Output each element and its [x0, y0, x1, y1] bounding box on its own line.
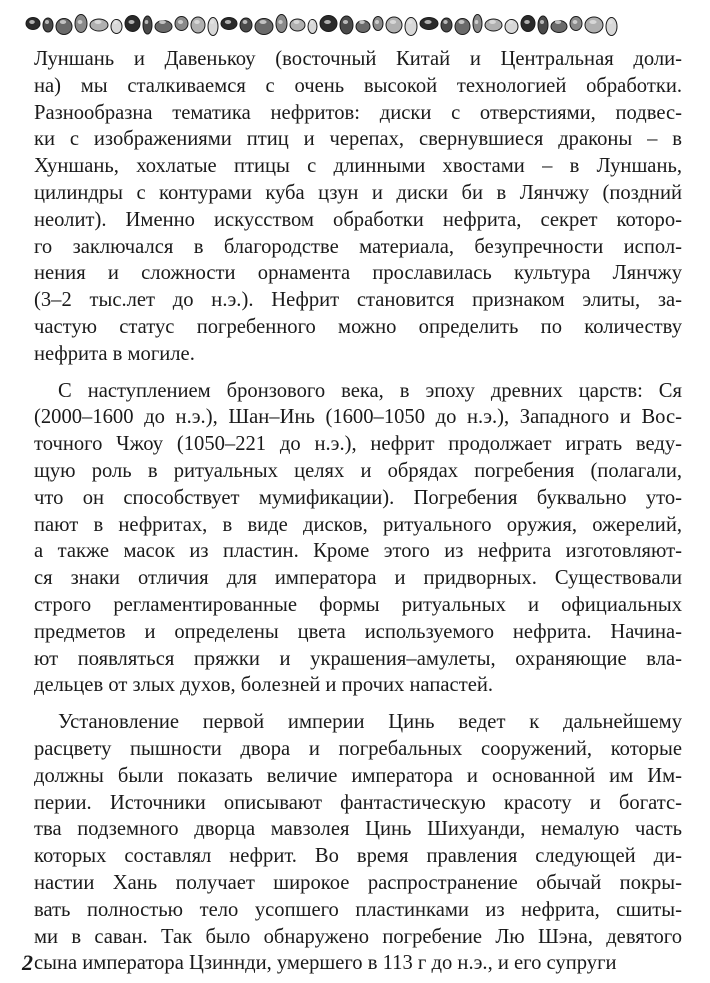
text-line: дельцев от злых духов, болезней и прочих напастей. — [34, 674, 494, 697]
text-line: перии. Источники описывают фантастическую красоту и богатс- — [34, 791, 682, 814]
text-line: (2000–1600 до н.э.), Шан–Инь (1600–1050 до н.э.), Западного и Вос- — [34, 406, 682, 429]
text-line: неолит). Именно искусством обработки нефрита, секрет которо- — [34, 208, 682, 231]
bead-highlight — [524, 20, 530, 24]
bead-highlight — [294, 20, 300, 24]
bead-shape — [441, 18, 452, 32]
bead-highlight — [129, 20, 135, 24]
bead-highlight — [489, 20, 496, 24]
text-line: нения и сложности орнамента прославилась культура Лянчжу — [34, 262, 682, 285]
bead-shape — [43, 18, 53, 32]
page-number: 2 — [22, 950, 33, 975]
bead-highlight — [589, 20, 596, 24]
bead-highlight — [443, 20, 447, 24]
bead-highlight — [375, 20, 379, 24]
bead-shape — [585, 17, 603, 33]
text-line: Установление первой империи Цинь ведет к дальнейшему — [58, 711, 682, 734]
bead-highlight — [178, 20, 183, 24]
bead-highlight — [390, 20, 396, 24]
bead-highlight — [259, 20, 266, 24]
bead-highlight — [78, 20, 83, 24]
text-line: которых составлял нефрит. Во время правления следующей ди- — [34, 845, 682, 868]
bead-highlight — [573, 20, 578, 24]
text-line: расцвету пышности двора и погребальных сооружений, которые — [34, 737, 682, 760]
bead-highlight — [555, 20, 561, 24]
bead-border-ornament-icon — [22, 10, 622, 40]
bead-shape — [340, 16, 353, 34]
bead-highlight — [343, 20, 348, 24]
text-line: настии Хань получает широкое распространение обычай покры- — [34, 871, 682, 894]
text-line: ся знаки отличия для императора и придворных. Существовали — [34, 567, 682, 590]
bead-highlight — [310, 20, 314, 24]
bead-highlight — [475, 20, 479, 24]
bead-shape — [208, 18, 218, 36]
text-line: ми в саван. Так было обнаружено погребение Лю Шэна, девятого — [34, 925, 682, 948]
bead-shape — [240, 18, 252, 32]
bead-shape — [386, 17, 402, 33]
bead-highlight — [359, 20, 365, 24]
text-line: пают в нефритах, в виде дисков, ритуального оружия, ожерелий, — [34, 513, 682, 536]
text-line: ют появляться пряжки и украшения–амулеты, охраняющие вла- — [34, 647, 682, 670]
paragraph-1 — [34, 46, 682, 368]
bead-highlight — [113, 20, 117, 24]
text-line: нефрита в могиле. — [34, 342, 195, 365]
text-line: что он способствует мумификации). Погребения буквально уто- — [34, 486, 682, 509]
bead-shape — [606, 18, 617, 36]
text-line: а также масок из пластин. Кроме этого из нефрита изготовляют- — [34, 540, 682, 563]
bead-highlight — [210, 20, 214, 24]
bead-shape — [143, 16, 152, 34]
bead-shape — [191, 17, 205, 33]
text-line: на) мы сталкиваемся с очень высокой технологией обработки. — [34, 74, 682, 97]
text-line: Разнообразна тематика нефритов: диски с отверстиями, подвес- — [34, 101, 682, 124]
bead-highlight — [45, 20, 49, 24]
paragraph-3 — [34, 709, 682, 977]
bead-highlight — [540, 20, 544, 24]
text-line: частую статус погребенного можно определить по количеству — [34, 315, 682, 338]
page-text — [34, 46, 682, 977]
bead-highlight — [508, 20, 513, 24]
text-line: го заключался в благородстве материала, безупречности испол- — [34, 235, 682, 258]
text-line: точного Чжоу (1050–221 до н.э.), нефрит продолжает играть веду- — [34, 433, 682, 456]
bead-highlight — [408, 20, 413, 24]
bead-highlight — [29, 20, 35, 24]
bead-highlight — [278, 20, 282, 24]
bead-highlight — [424, 20, 431, 24]
text-line: вать полностью тело усопшего пластинками из нефрита, сшиты- — [34, 898, 682, 921]
bead-highlight — [459, 20, 465, 24]
text-line: предметов и определены цвета используемого нефрита. Начина- — [34, 620, 682, 643]
bead-highlight — [225, 20, 231, 24]
text-line: Хуншань, хохлатые птицы с длинными хвостами – в Луншань, — [34, 155, 682, 178]
text-line: строго регламентированные формы ритуальных и официальных — [34, 593, 682, 616]
text-line: сына императора Цзиннди, умершего в 113 г до н.э., и его супруги — [34, 952, 617, 975]
bead-highlight — [324, 20, 331, 24]
bead-highlight — [159, 20, 166, 24]
bead-highlight — [194, 20, 200, 24]
text-line: С наступлением бронзового века, в эпоху древних царств: Ся — [58, 379, 682, 402]
paragraph-2 — [34, 378, 682, 700]
text-line: должны были показать величие императора и основанной им Им- — [34, 764, 682, 787]
bead-highlight — [608, 20, 612, 24]
bead-highlight — [243, 20, 248, 24]
text-line: тва подземного дворца мавзолея Цинь Шихуанди, немалую часть — [34, 818, 682, 841]
bead-highlight — [60, 20, 66, 24]
bead-highlight — [145, 20, 149, 24]
text-line: (3–2 тыс.лет до н.э.). Нефрит становится признаком элиты, за- — [34, 289, 682, 312]
text-line: ки с изображениями птиц и черепах, свернувшиеся драконы – в — [34, 128, 682, 151]
text-line: Луншань и Давенькоу (восточный Китай и Центральная доли- — [34, 48, 682, 70]
bead-shape — [538, 16, 548, 34]
text-line: цилиндры с контурами куба цзун и диски би в Лянчжу (поздний — [34, 181, 682, 204]
text-line: щую роль в ритуальных целях и обрядах погребения (полагали, — [34, 459, 682, 482]
bead-highlight — [94, 20, 101, 24]
